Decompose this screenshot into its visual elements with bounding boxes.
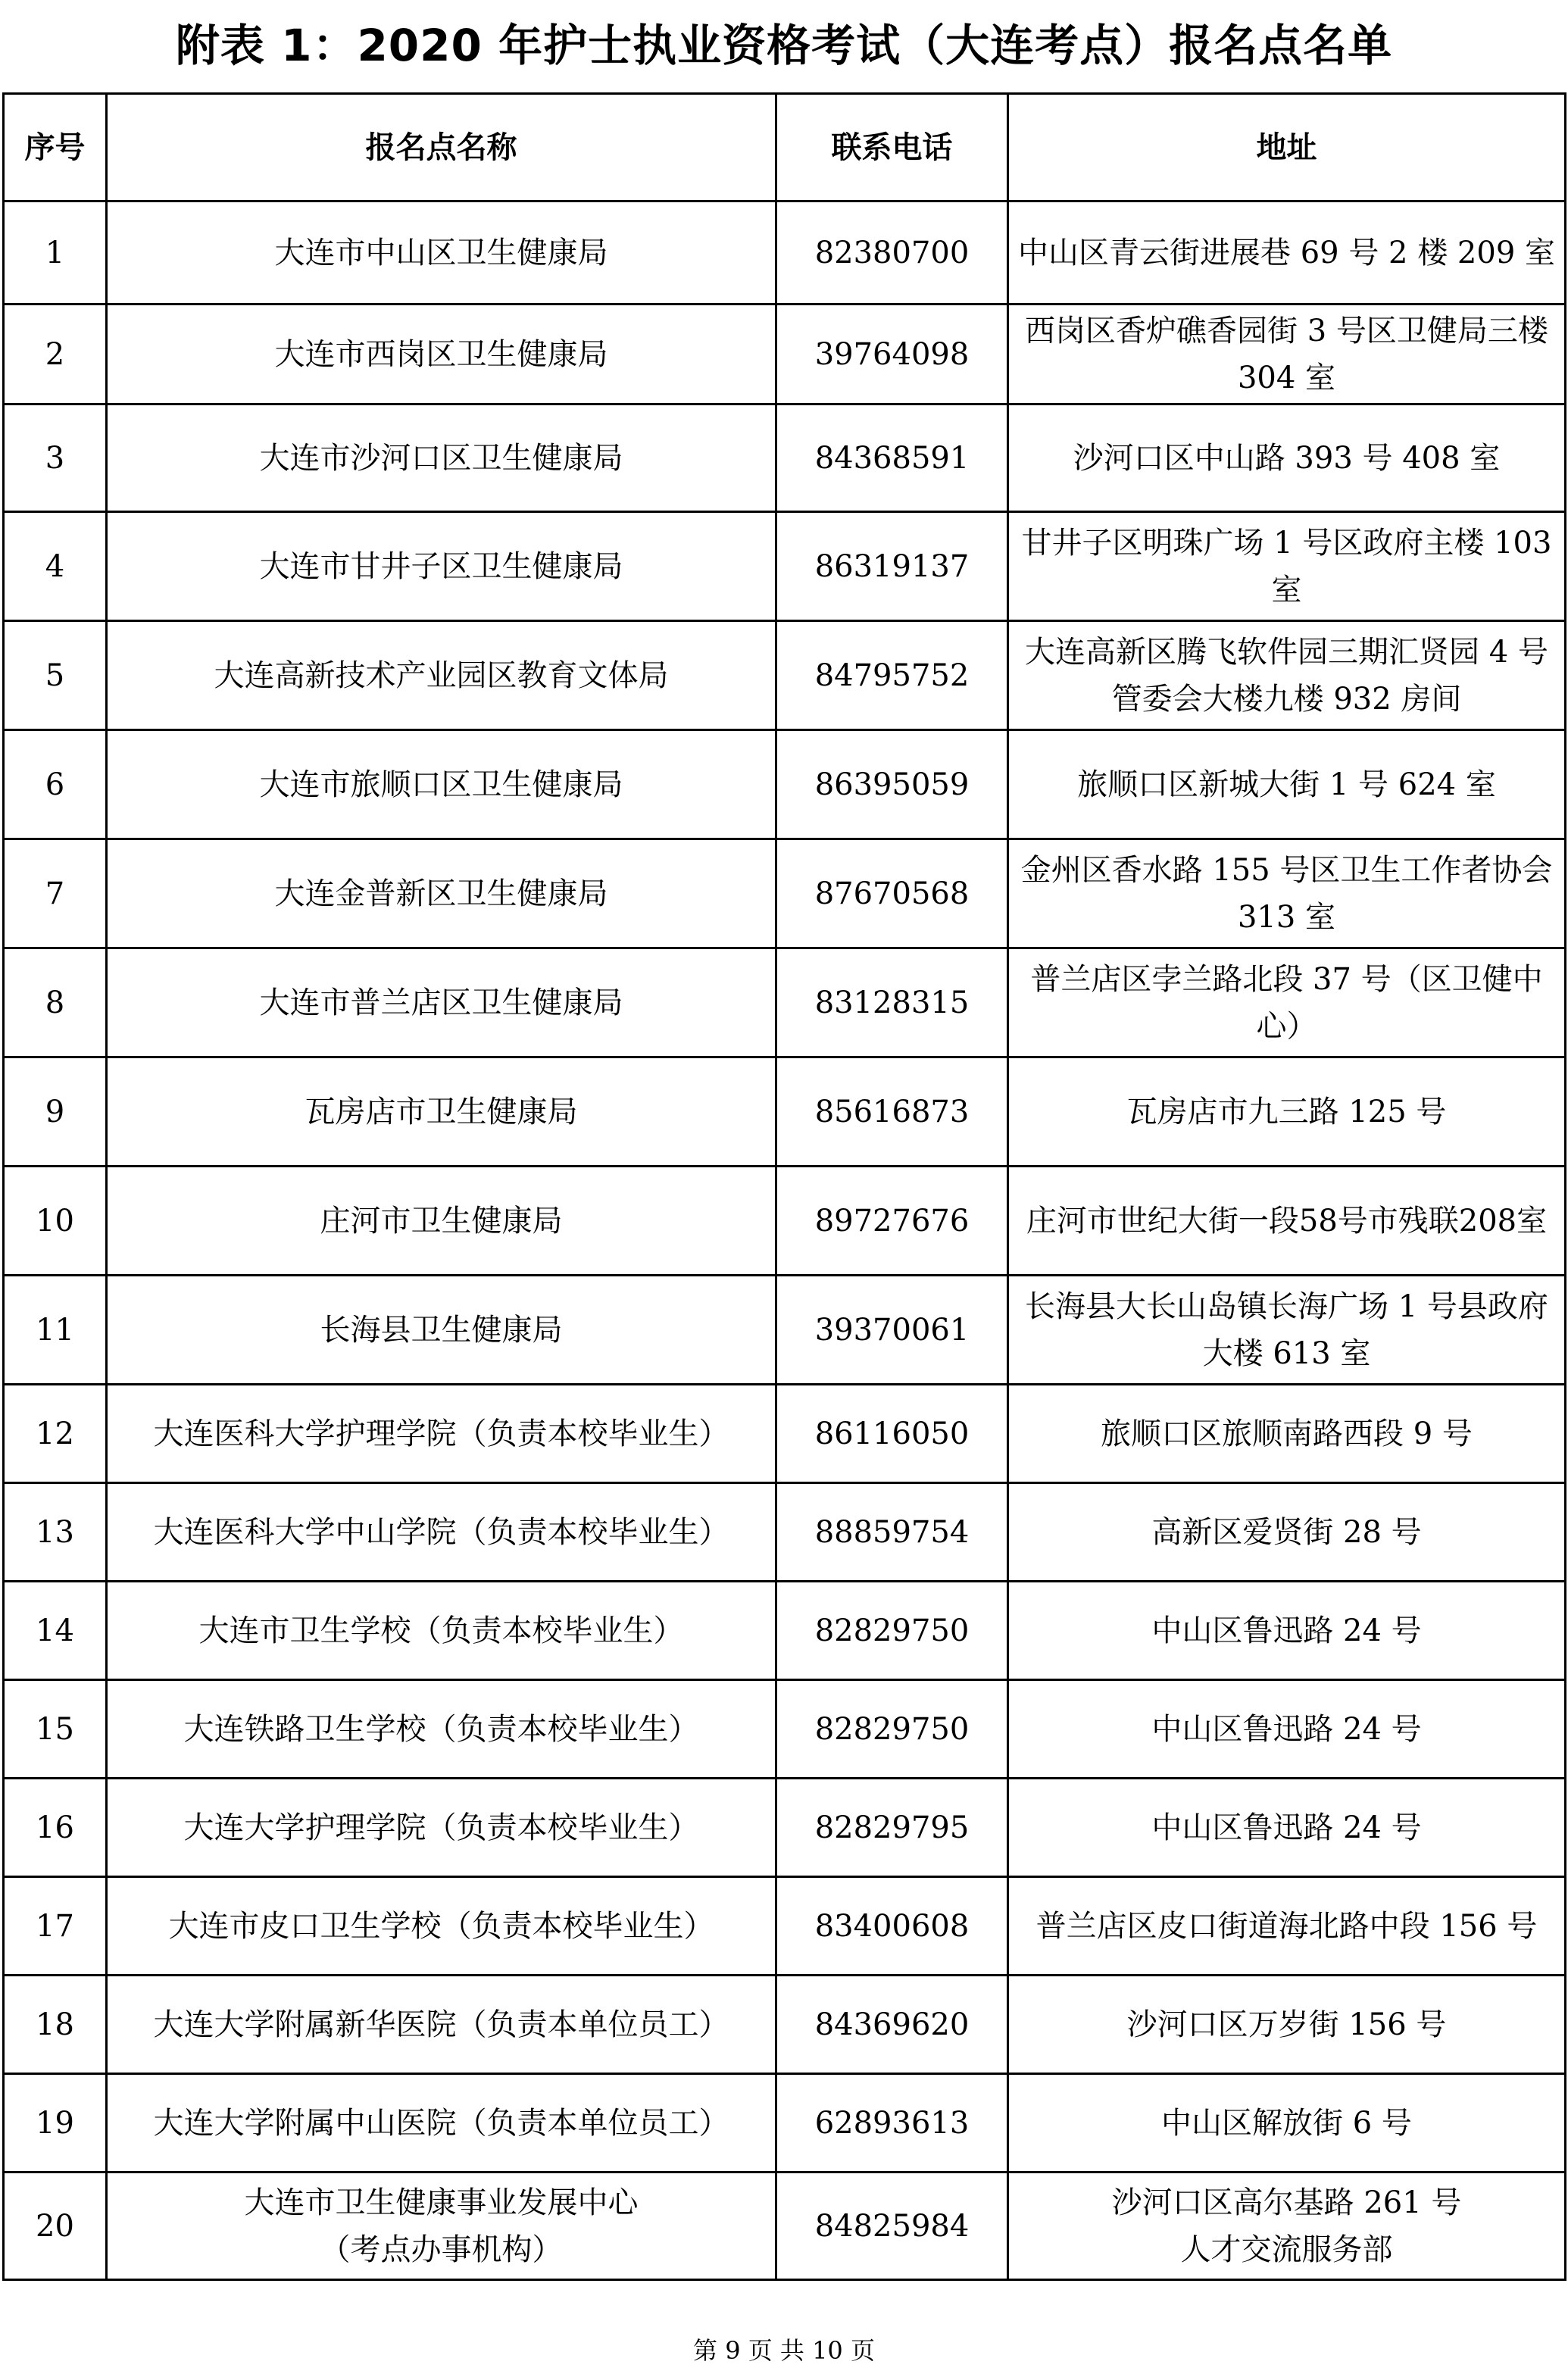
cell-no: 16: [4, 1779, 107, 1877]
cell-name: 大连市西岗区卫生健康局: [107, 305, 776, 405]
table-row: [4, 1276, 1566, 1385]
cell-phone: 87670568: [776, 839, 1008, 948]
cell-name: 大连铁路卫生学校（负责本校毕业生）: [107, 1680, 776, 1779]
cell-phone: 84369620: [776, 1976, 1008, 2074]
header-phone: 联系电话: [776, 94, 1008, 201]
cell-phone: 88859754: [776, 1483, 1008, 1582]
cell-address: 高新区爱贤街 28 号: [1008, 1483, 1566, 1582]
table-row: [4, 1582, 1566, 1680]
header-address: 地址: [1008, 94, 1566, 201]
cell-address-line1: 沙河口区高尔基路 261 号: [1111, 2185, 1462, 2220]
cell-no: 6: [4, 730, 107, 839]
table-row: [4, 1483, 1566, 1582]
cell-name: 大连市甘井子区卫生健康局: [107, 512, 776, 621]
table-row: [4, 2173, 1566, 2280]
cell-phone: 62893613: [776, 2074, 1008, 2173]
cell-address: 庄河市世纪大街一段58号市残联208室: [1008, 1167, 1566, 1276]
cell-no: 19: [4, 2074, 107, 2173]
cell-address: 中山区鲁迅路 24 号: [1008, 1582, 1566, 1680]
table-row: [4, 1680, 1566, 1779]
table-row: [4, 305, 1566, 405]
cell-phone: 83400608: [776, 1877, 1008, 1976]
cell-name: 大连市普兰店区卫生健康局: [107, 948, 776, 1057]
cell-address: 大连高新区腾飞软件园三期汇贤园 4 号管委会大楼九楼 932 房间: [1008, 621, 1566, 730]
page-title: 附表 1：2020 年护士执业资格考试（大连考点）报名点名单: [175, 20, 1393, 71]
cell-no: 13: [4, 1483, 107, 1582]
cell-name: 大连高新技术产业园区教育文体局: [107, 621, 776, 730]
table-row: [4, 1167, 1566, 1276]
cell-address: 中山区鲁迅路 24 号: [1008, 1680, 1566, 1779]
table-row: [4, 2074, 1566, 2173]
cell-name: [107, 2173, 776, 2280]
cell-phone: 82829795: [776, 1779, 1008, 1877]
cell-address: 长海县大长山岛镇长海广场 1 号县政府大楼 613 室: [1008, 1276, 1566, 1385]
cell-phone: 82829750: [776, 1680, 1008, 1779]
table-row: [4, 1877, 1566, 1976]
table-row: [4, 839, 1566, 948]
table-row: [4, 201, 1566, 305]
cell-phone: 82380700: [776, 201, 1008, 305]
cell-no: 5: [4, 621, 107, 730]
table-row: [4, 1385, 1566, 1483]
table-row: [4, 621, 1566, 730]
cell-no: 9: [4, 1057, 107, 1167]
cell-phone: 86116050: [776, 1385, 1008, 1483]
table-row: [4, 405, 1566, 512]
cell-no: 15: [4, 1680, 107, 1779]
cell-name: 大连市旅顺口区卫生健康局: [107, 730, 776, 839]
cell-name: 大连市中山区卫生健康局: [107, 201, 776, 305]
table-body: [4, 201, 1566, 2280]
cell-name: 大连市卫生学校（负责本校毕业生）: [107, 1582, 776, 1680]
cell-phone: 89727676: [776, 1167, 1008, 1276]
cell-no: 20: [4, 2173, 107, 2280]
cell-address-line2: 人才交流服务部: [1180, 2232, 1393, 2267]
cell-no: 18: [4, 1976, 107, 2074]
cell-no: 12: [4, 1385, 107, 1483]
table-row: [4, 730, 1566, 839]
cell-name: 大连市皮口卫生学校（负责本校毕业生）: [107, 1877, 776, 1976]
cell-address: 普兰店区皮口街道海北路中段 156 号: [1008, 1877, 1566, 1976]
header-name: 报名点名称: [107, 94, 776, 201]
cell-phone: 39370061: [776, 1276, 1008, 1385]
cell-no: 11: [4, 1276, 107, 1385]
cell-name: 大连大学护理学院（负责本校毕业生）: [107, 1779, 776, 1877]
table-row: [4, 1057, 1566, 1167]
header-no: 序号: [4, 94, 107, 201]
cell-no: 8: [4, 948, 107, 1057]
cell-name: 大连市沙河口区卫生健康局: [107, 405, 776, 512]
cell-no: 17: [4, 1877, 107, 1976]
table-row: [4, 512, 1566, 621]
cell-address: 中山区鲁迅路 24 号: [1008, 1779, 1566, 1877]
cell-name: 长海县卫生健康局: [107, 1276, 776, 1385]
cell-no: 14: [4, 1582, 107, 1680]
cell-address: 瓦房店市九三路 125 号: [1008, 1057, 1566, 1167]
cell-phone: 84825984: [776, 2173, 1008, 2280]
cell-address: 中山区解放街 6 号: [1008, 2074, 1566, 2173]
cell-phone: 83128315: [776, 948, 1008, 1057]
registration-table: [2, 92, 1566, 2281]
cell-phone: 84795752: [776, 621, 1008, 730]
cell-name: 大连大学附属新华医院（负责本单位员工）: [107, 1976, 776, 2074]
cell-name: 大连医科大学中山学院（负责本校毕业生）: [107, 1483, 776, 1582]
cell-no: 7: [4, 839, 107, 948]
page-footer: 第 9 页 共 10 页: [693, 2336, 875, 2365]
cell-name: 大连医科大学护理学院（负责本校毕业生）: [107, 1385, 776, 1483]
cell-name: 庄河市卫生健康局: [107, 1167, 776, 1276]
cell-phone: 86319137: [776, 512, 1008, 621]
cell-name-line1: 大连市卫生健康事业发展中心: [244, 2185, 639, 2220]
table-row: [4, 948, 1566, 1057]
cell-phone: 39764098: [776, 305, 1008, 405]
cell-name: 瓦房店市卫生健康局: [107, 1057, 776, 1167]
cell-address: 旅顺口区新城大街 1 号 624 室: [1008, 730, 1566, 839]
cell-phone: 84368591: [776, 405, 1008, 512]
table-row: [4, 1779, 1566, 1877]
cell-no: 1: [4, 201, 107, 305]
cell-no: 10: [4, 1167, 107, 1276]
cell-name-line2: （考点办事机构）: [320, 2232, 563, 2267]
cell-name: 大连金普新区卫生健康局: [107, 839, 776, 948]
cell-no: 4: [4, 512, 107, 621]
cell-phone: 85616873: [776, 1057, 1008, 1167]
cell-phone: 82829750: [776, 1582, 1008, 1680]
cell-address: 沙河口区中山路 393 号 408 室: [1008, 405, 1566, 512]
table-row: [4, 1976, 1566, 2074]
table-header-row: [4, 94, 1566, 201]
cell-address: 沙河口区万岁街 156 号: [1008, 1976, 1566, 2074]
cell-no: 2: [4, 305, 107, 405]
cell-name: 大连大学附属中山医院（负责本单位员工）: [107, 2074, 776, 2173]
cell-address: 普兰店区孛兰路北段 37 号（区卫健中心）: [1008, 948, 1566, 1057]
cell-address: [1008, 2173, 1566, 2280]
cell-address: 甘井子区明珠广场 1 号区政府主楼 103 室: [1008, 512, 1566, 621]
cell-phone: 86395059: [776, 730, 1008, 839]
cell-address: 金州区香水路 155 号区卫生工作者协会 313 室: [1008, 839, 1566, 948]
cell-address: 旅顺口区旅顺南路西段 9 号: [1008, 1385, 1566, 1483]
cell-address: 中山区青云街进展巷 69 号 2 楼 209 室: [1008, 201, 1566, 305]
cell-address: 西岗区香炉礁香园街 3 号区卫健局三楼 304 室: [1008, 305, 1566, 405]
cell-no: 3: [4, 405, 107, 512]
